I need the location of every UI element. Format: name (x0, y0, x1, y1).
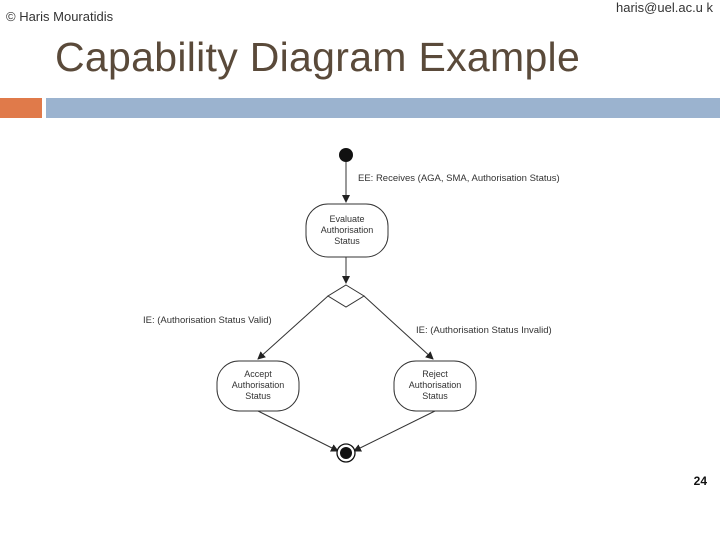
edge-decision-accept (258, 296, 328, 359)
reject-label-line-3: Status (422, 391, 448, 401)
slide-number: 24 (693, 474, 707, 488)
reject-label-line-2: Authorisation (408, 380, 462, 390)
slide-title: Capability Diagram Example (55, 34, 581, 80)
edge-accept-end (258, 411, 338, 451)
accept-label-line-2: Authorisation (231, 380, 285, 390)
decision-node (328, 285, 364, 307)
ie-invalid-label: IE: (Authorisation Status Invalid) (416, 325, 552, 336)
start-node (339, 148, 353, 162)
end-node (340, 447, 352, 459)
ie-valid-label: IE: (Authorisation Status Valid) (143, 315, 272, 326)
reject-label-line-1: Reject (422, 369, 448, 379)
external-event-label: EE: Receives (AGA, SMA, Authorisation Status) (358, 173, 560, 184)
accept-label-line-1: Accept (244, 369, 272, 379)
evaluate-label-line-3: Status (334, 236, 360, 246)
edge-reject-end (354, 411, 435, 451)
evaluate-label-line-2: Authorisation (320, 225, 374, 235)
author-email: haris@uel.ac.u k (616, 0, 714, 15)
evaluate-label-line-1: Evaluate (329, 214, 365, 224)
accept-label-line-3: Status (245, 391, 271, 401)
copyright-text: © Haris Mouratidis (6, 9, 114, 24)
